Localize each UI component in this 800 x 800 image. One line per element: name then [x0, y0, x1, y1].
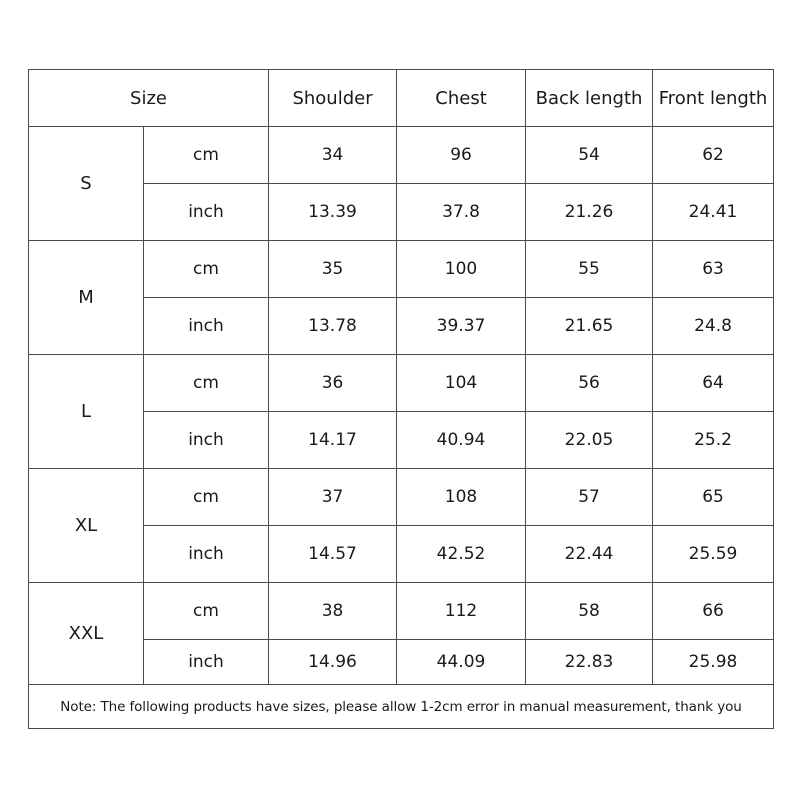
back-length-cell: 57	[526, 469, 653, 526]
header-chest: Chest	[397, 70, 526, 127]
front-length-cell: 66	[653, 583, 774, 640]
unit-cell: cm	[144, 583, 269, 640]
chest-cell: 40.94	[397, 412, 526, 469]
unit-cell: inch	[144, 640, 269, 685]
front-length-cell: 25.2	[653, 412, 774, 469]
header-row	[29, 70, 774, 127]
front-length-cell: 62	[653, 127, 774, 184]
front-length-cell: 24.41	[653, 184, 774, 241]
unit-cell: inch	[144, 298, 269, 355]
chest-cell: 42.52	[397, 526, 526, 583]
unit-cell: inch	[144, 184, 269, 241]
table-row	[29, 241, 774, 298]
shoulder-cell: 34	[269, 127, 397, 184]
unit-cell: inch	[144, 412, 269, 469]
shoulder-cell: 13.39	[269, 184, 397, 241]
back-length-cell: 21.65	[526, 298, 653, 355]
shoulder-cell: 38	[269, 583, 397, 640]
chest-cell: 112	[397, 583, 526, 640]
front-length-cell: 25.59	[653, 526, 774, 583]
back-length-cell: 55	[526, 241, 653, 298]
chest-cell: 96	[397, 127, 526, 184]
unit-cell: cm	[144, 469, 269, 526]
back-length-cell: 54	[526, 127, 653, 184]
table-row	[29, 355, 774, 412]
chest-cell: 108	[397, 469, 526, 526]
unit-cell: cm	[144, 127, 269, 184]
header-front-length: Front length	[653, 70, 774, 127]
shoulder-cell: 36	[269, 355, 397, 412]
table-row	[29, 127, 774, 184]
front-length-cell: 65	[653, 469, 774, 526]
chest-cell: 37.8	[397, 184, 526, 241]
front-length-cell: 64	[653, 355, 774, 412]
header-shoulder: Shoulder	[269, 70, 397, 127]
shoulder-cell: 14.57	[269, 526, 397, 583]
back-length-cell: 22.83	[526, 640, 653, 685]
measurement-note: Note: The following products have sizes, please allow 1-2cm error in manual measurement, thank you	[29, 685, 774, 729]
chest-cell: 44.09	[397, 640, 526, 685]
chest-cell: 39.37	[397, 298, 526, 355]
shoulder-cell: 13.78	[269, 298, 397, 355]
front-length-cell: 63	[653, 241, 774, 298]
header-size: Size	[29, 70, 269, 127]
shoulder-cell: 37	[269, 469, 397, 526]
header-back-length: Back length	[526, 70, 653, 127]
back-length-cell: 21.26	[526, 184, 653, 241]
note-row	[29, 685, 774, 729]
unit-cell: cm	[144, 355, 269, 412]
shoulder-cell: 14.96	[269, 640, 397, 685]
back-length-cell: 58	[526, 583, 653, 640]
size-label-xl: XL	[29, 469, 144, 583]
shoulder-cell: 35	[269, 241, 397, 298]
table-row	[29, 583, 774, 640]
front-length-cell: 25.98	[653, 640, 774, 685]
back-length-cell: 22.05	[526, 412, 653, 469]
chest-cell: 100	[397, 241, 526, 298]
chest-cell: 104	[397, 355, 526, 412]
size-label-xxl: XXL	[29, 583, 144, 685]
size-label-s: S	[29, 127, 144, 241]
back-length-cell: 56	[526, 355, 653, 412]
size-label-m: M	[29, 241, 144, 355]
unit-cell: cm	[144, 241, 269, 298]
size-label-l: L	[29, 355, 144, 469]
front-length-cell: 24.8	[653, 298, 774, 355]
back-length-cell: 22.44	[526, 526, 653, 583]
size-chart-table	[28, 69, 774, 729]
unit-cell: inch	[144, 526, 269, 583]
shoulder-cell: 14.17	[269, 412, 397, 469]
table-row	[29, 469, 774, 526]
